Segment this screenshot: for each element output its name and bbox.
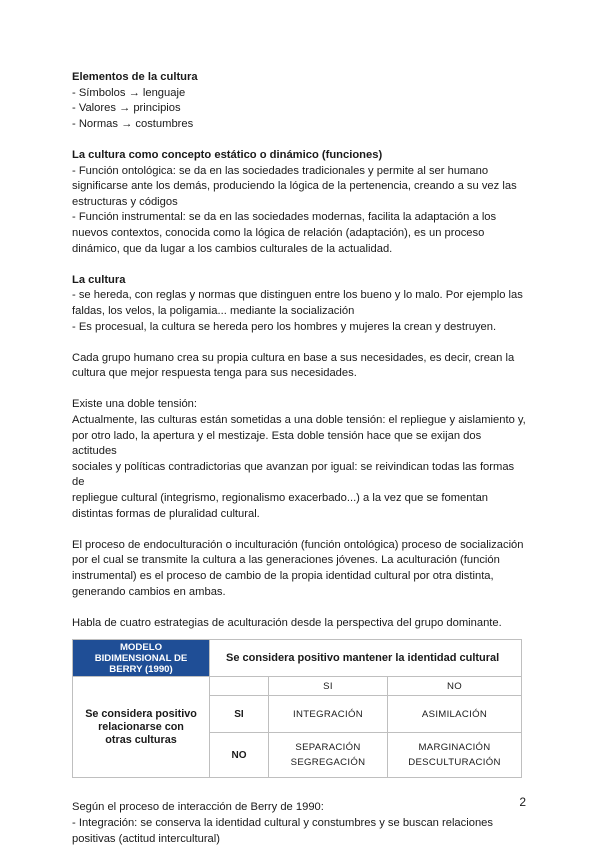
text-line: - Normas → costumbres	[72, 117, 194, 130]
col-header-si: SI	[269, 677, 388, 696]
section-endoculturacion	[72, 538, 528, 600]
text-line: sociales y políticas contradictorias que avanzan por igual: se reivindican todas las formas de	[72, 460, 515, 489]
cell-line: DESCULTURACIÓN	[408, 757, 501, 769]
text-line: El proceso de endoculturación o inculturación (función ontológica) proceso de socialización	[72, 538, 524, 551]
berry-model-table	[72, 639, 522, 778]
text-line: instrumental) es el proceso de cambio de la propia identidad cultural por otra distinta,	[72, 570, 494, 582]
text-line: - se hereda, con reglas y normas que distinguen entre los bueno y lo malo. Por ejemplo las	[72, 289, 523, 302]
col-header-no: NO	[388, 677, 522, 696]
text-line: Habla de cuatro estrategias de aculturación desde la perspectiva del grupo dominante.	[72, 616, 502, 629]
text-line: significarse ante los demás, produciendo la lógica de la pertenencia, creando a su vez las	[72, 180, 517, 193]
text-line: nuevos contextos, conocida como la lógica de relación (adaptación), es un proceso	[72, 226, 485, 239]
row-label-si: SI	[210, 696, 269, 733]
text-line: distintas formas de pluralidad cultural.	[72, 507, 260, 520]
cell-line: MARGINACIÓN	[418, 741, 491, 753]
section-concepto	[72, 148, 528, 257]
cell-marginacion	[388, 733, 522, 778]
text-line: faldas, los velos, la poligamia... mediante la socialización	[72, 304, 355, 317]
cell-line: SEPARACIÓN	[295, 741, 361, 753]
text-line: - Integración: se conserva la identidad cultural y constumbres y se buscan relaciones	[72, 816, 493, 829]
table-corner-header	[73, 640, 210, 677]
corner-line: BERRY (1990)	[109, 663, 173, 675]
row-header-line: otras culturas	[105, 733, 177, 746]
corner-line: MODELO	[119, 641, 163, 653]
heading-elementos: Elementos de la cultura	[72, 71, 198, 83]
cell-line: SEGREGACIÓN	[290, 757, 366, 769]
text-line: cultura que mejor respuesta tenga para sus necesidades.	[72, 367, 357, 380]
text-line: Según el proceso de interacción de Berry de 1990:	[72, 801, 324, 814]
text-line: positivas (actitud intercultural)	[72, 832, 220, 845]
section-tension	[72, 397, 528, 522]
text-line: - Función ontológica: se da en las sociedades tradicionales y permite al ser humano	[72, 164, 489, 177]
row-header-line: relacionarse con	[98, 720, 184, 733]
section-cultura	[72, 273, 528, 335]
heading-concepto: La cultura como concepto estático o dinámico (funciones)	[72, 148, 383, 161]
page-number: 2	[519, 795, 526, 809]
section-berry-text	[72, 800, 528, 847]
text-line: por el cual se transmite la cultura a las generaciones jóvenes. La aculturación (función	[72, 554, 500, 567]
corner-line: BIDIMENSIONAL DE	[94, 652, 188, 664]
text-line: Actualmente, las culturas están sometidas a una doble tensión: el repliegue y aislamiento y,	[72, 414, 526, 427]
cell-integracion: INTEGRACIÓN	[269, 696, 388, 733]
section-elementos	[72, 70, 528, 132]
row-header-line: Se considera positivo	[85, 707, 197, 720]
text-line: por otro lado, la apertura y el mestizaje. Esta doble tensión hace que se exijan dos actitudes	[72, 429, 482, 458]
cell-separacion	[269, 733, 388, 778]
heading-cultura: La cultura	[72, 273, 126, 286]
text-line: dinámico, que da lugar a los cambios culturales de la actualidad.	[72, 242, 393, 255]
section-grupo	[72, 351, 528, 382]
text-line: Cada grupo humano crea su propia cultura en base a sus necesidades, es decir, crean la	[72, 351, 515, 364]
document-page	[72, 70, 528, 847]
text-line: generando cambios en ambas.	[72, 585, 226, 598]
row-label-no: NO	[210, 733, 269, 778]
text-line: Existe una doble tensión:	[72, 398, 198, 411]
section-estrategias	[72, 616, 528, 632]
text-line: estructuras y códigos	[72, 195, 178, 208]
text-line: - Símbolos → lenguaje	[72, 86, 186, 99]
text-line: - Valores → principios	[72, 102, 181, 115]
text-line: repliegue cultural (integrismo, regionalismo exacerbado...) a la vez que se fomentan	[72, 492, 489, 505]
table-empty-cell	[210, 677, 269, 696]
cell-asimilacion: ASIMILACIÓN	[388, 696, 522, 733]
table-row-header	[73, 677, 210, 778]
text-line: - Función instrumental: se da en las sociedades modernas, facilita la adaptación a los	[72, 211, 497, 224]
table-top-header: Se considera positivo mantener la identidad cultural	[210, 640, 522, 677]
text-line: - Es procesual, la cultura se hereda pero los hombres y mujeres la crean y destruyen.	[72, 320, 497, 333]
